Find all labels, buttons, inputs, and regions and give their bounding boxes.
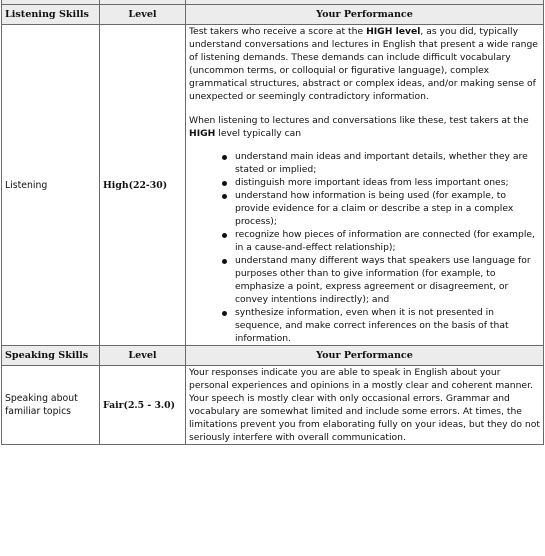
listening-header-row <box>2 5 544 25</box>
listening-paragraph-1: Test takers who receive a score at the HIGH level, as you did, typically understand conversations and lectures in English that present a wide range of listening demands. These demands can include difficult vocabulary (uncommon terms, or colloquial or figurative language), complex grammatical structures, abstract or complex ideas, and/or making sense of unexpected or seemingly contradictory information. <box>189 26 538 102</box>
speaking-level-heading: Level <box>100 346 186 366</box>
listening-level-value: High(22-30) <box>100 25 186 346</box>
listening-level-heading: Level <box>100 5 186 25</box>
speaking-skill-name: Speaking about familiar topics <box>2 366 100 445</box>
listening-performance-heading: Your Performance <box>186 5 544 25</box>
listening-performance-text <box>186 25 544 346</box>
speaking-performance-text: Your responses indicate you are able to speak in English about your personal experiences and opinions in a mostly clear and coherent manner. Your speech is mostly clear with only occasional errors. Grammar and vocabulary are somewhat limited and include some errors. At times, the limitations prevent you from elaborating fully on your ideas, but they do not seriously interfere with overall communication. <box>186 366 544 445</box>
speaking-header-row <box>2 346 544 366</box>
score-report-table <box>1 0 544 445</box>
speaking-level-value: Fair(2.5 - 3.0) <box>100 366 186 445</box>
list-item: distinguish more important ideas from less important ones; <box>235 176 540 189</box>
listening-row <box>2 25 544 346</box>
list-item: understand many different ways that speakers use language for purposes other than to give information (for example, to emphasize a point, express agreement or disagreement, or convey intentions indirectly); and <box>235 254 540 306</box>
listening-skills-heading: Listening Skills <box>2 5 100 25</box>
speaking-performance-heading: Your Performance <box>186 346 544 366</box>
list-item: understand how information is being used (for example, to provide evidence for a claim or describe a step in a complex process); <box>235 189 540 228</box>
list-item: synthesize information, even when it is not presented in sequence, and make correct inferences on the basis of that information. <box>235 306 540 345</box>
speaking-row <box>2 366 544 445</box>
listening-skill-name: Listening <box>2 25 100 346</box>
list-item: recognize how pieces of information are connected (for example, in a cause-and-effect relationship); <box>235 228 540 254</box>
list-item: understand main ideas and important details, whether they are stated or implied; <box>235 150 540 176</box>
speaking-skills-heading: Speaking Skills <box>2 346 100 366</box>
listening-paragraph-2: When listening to lectures and conversations like these, test takers at the HIGH level typically can <box>189 115 529 139</box>
listening-abilities-list <box>189 150 540 345</box>
